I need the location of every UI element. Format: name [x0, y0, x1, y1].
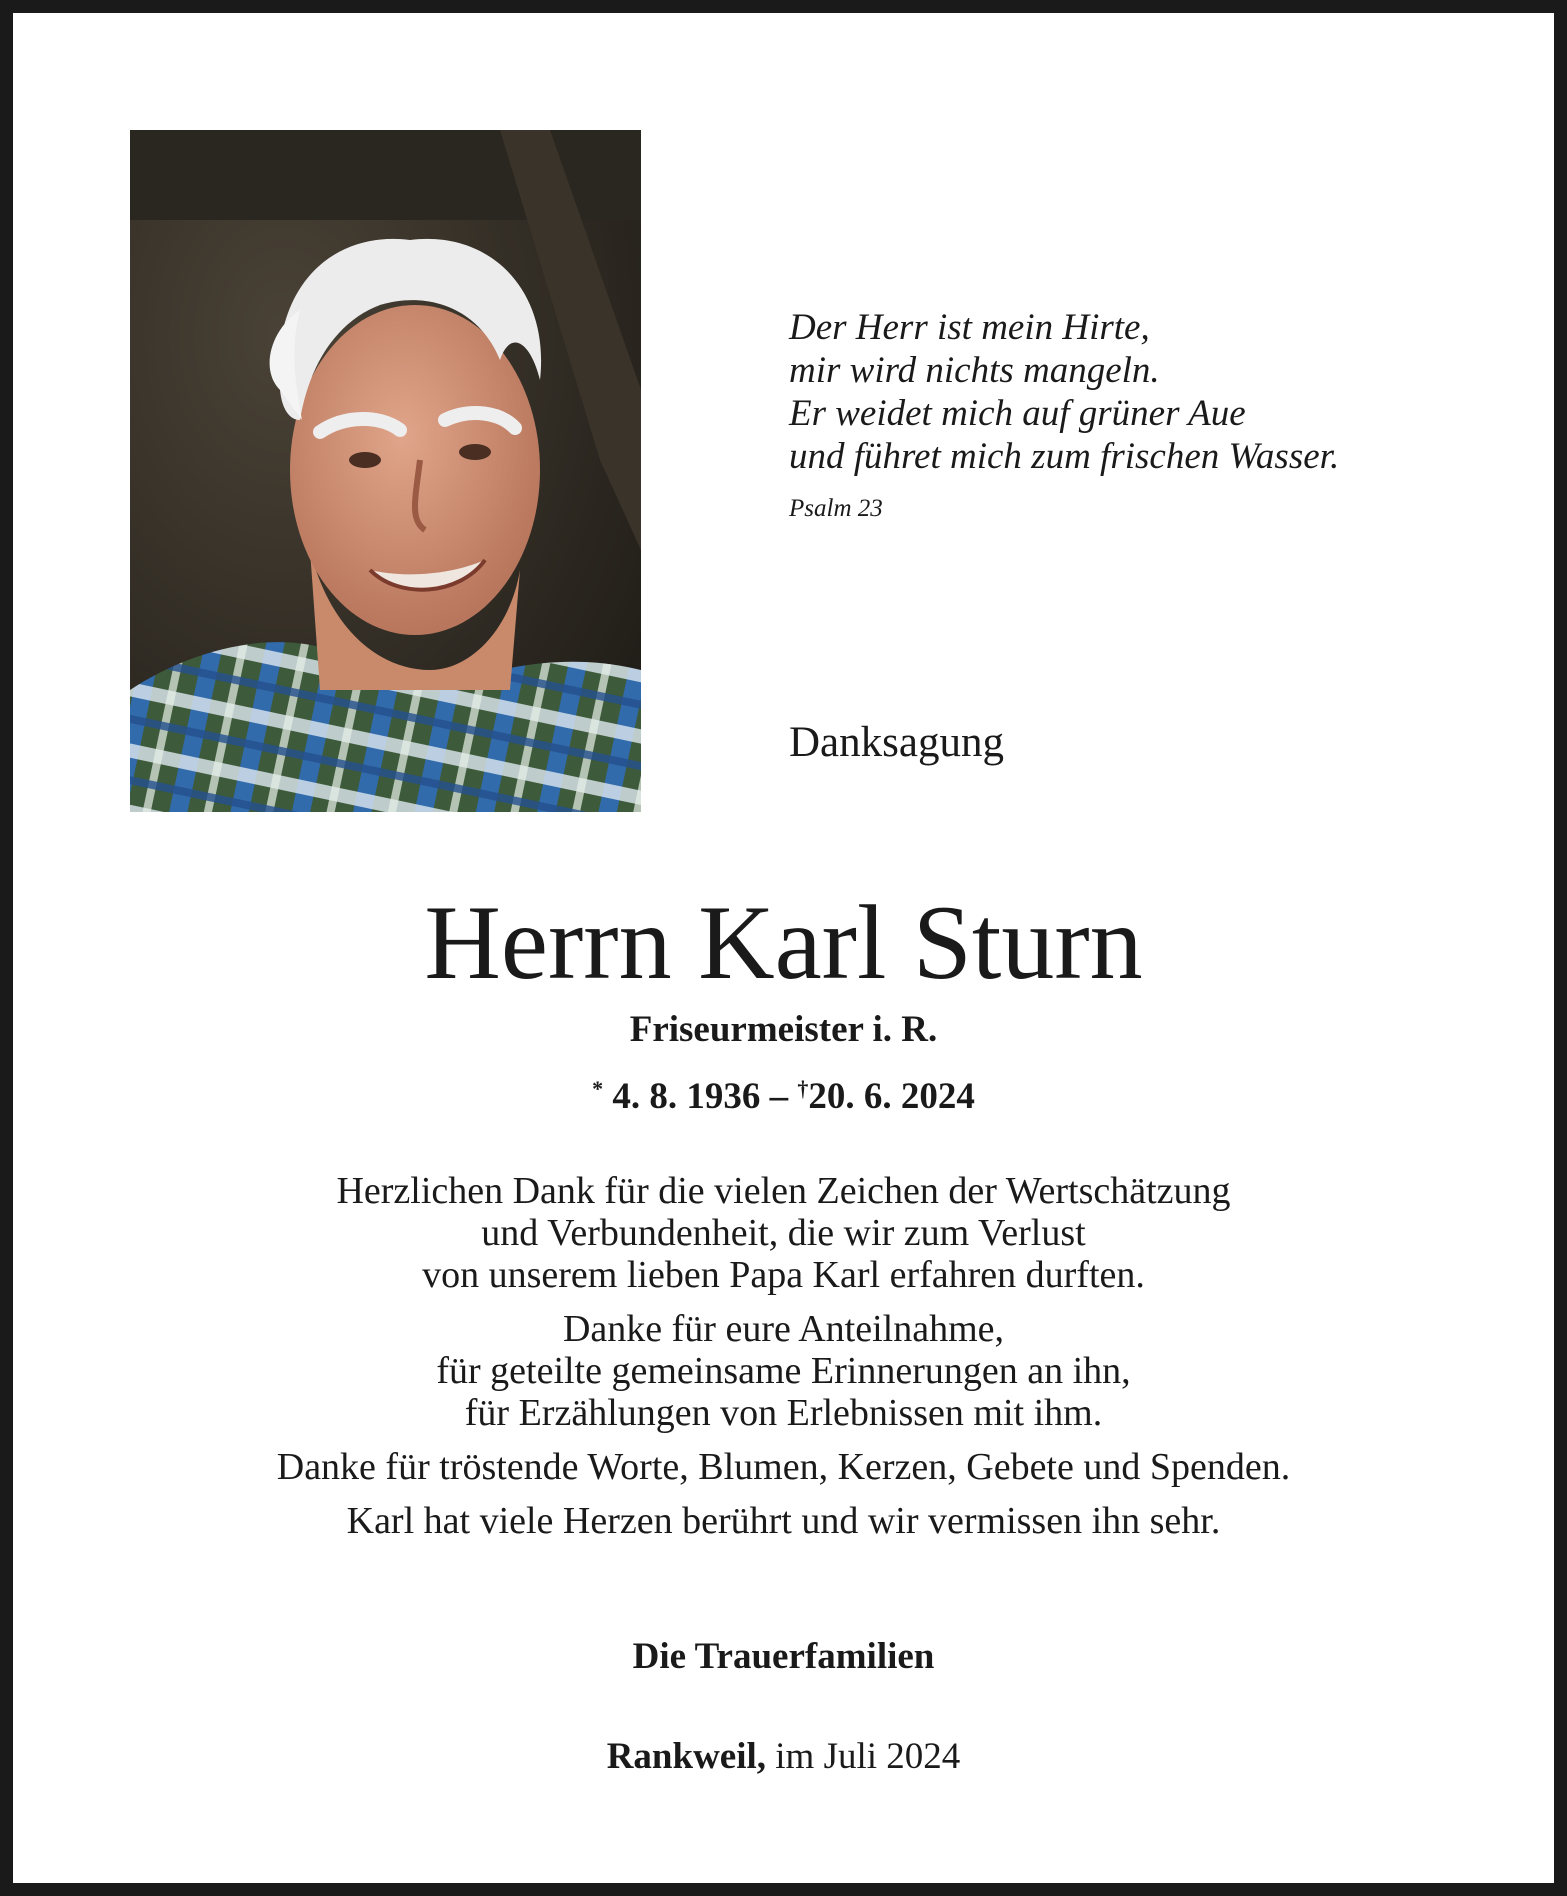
- place-date: [0, 1735, 1567, 1778]
- psalm-line: und führet mich zum frischen Wasser.: [789, 436, 1340, 477]
- text-line: Danke für tröstende Worte, Blumen, Kerzen, Gebete und Spenden.: [276, 1446, 1291, 1488]
- birth-symbol: *: [592, 1076, 604, 1101]
- paragraph: [0, 1500, 1567, 1542]
- psalm-line: mir wird nichts mangeln.: [789, 350, 1160, 391]
- heading: Danksagung: [789, 719, 1004, 766]
- place-city: Rankweil,: [606, 1736, 767, 1777]
- text-line: Danke für eure Anteilnahme,: [562, 1308, 1005, 1350]
- psalm-line: Der Herr ist mein Hirte,: [789, 307, 1150, 348]
- text-line: von unserem lieben Papa Karl erfahren durften.: [422, 1254, 1145, 1296]
- deceased-name: Herrn Karl Sturn: [424, 884, 1143, 1001]
- psalm-line: Er weidet mich auf grüner Aue: [789, 393, 1246, 434]
- text-line: Karl hat viele Herzen berührt und wir vermissen ihn sehr.: [346, 1500, 1221, 1542]
- date-separator: –: [769, 1076, 789, 1117]
- psalm-quote: [789, 306, 1339, 526]
- place-month: im Juli 2024: [775, 1736, 961, 1777]
- text-line: Herzlichen Dank für die vielen Zeichen der Wertschätzung: [336, 1170, 1231, 1212]
- text-line: für Erzählungen von Erlebnissen mit ihm.: [464, 1392, 1103, 1434]
- thanks-text: [0, 1170, 1567, 1554]
- paragraph: [0, 1170, 1567, 1296]
- life-dates: [0, 1075, 1567, 1118]
- psalm-source: Psalm 23: [789, 495, 883, 522]
- profession-title: Friseurmeister i. R.: [629, 1009, 938, 1050]
- text-line: und Verbundenheit, die wir zum Verlust: [481, 1212, 1086, 1254]
- death-date: 20. 6. 2024: [808, 1076, 975, 1117]
- birth-date: 4. 8. 1936: [612, 1076, 761, 1117]
- death-symbol: †: [797, 1076, 809, 1101]
- text-line: für geteilte gemeinsame Erinnerungen an ihn,: [436, 1350, 1131, 1392]
- portrait-photo: [130, 130, 641, 812]
- paragraph: [0, 1446, 1567, 1488]
- signature: Die Trauerfamilien: [632, 1636, 935, 1677]
- paragraph: [0, 1308, 1567, 1434]
